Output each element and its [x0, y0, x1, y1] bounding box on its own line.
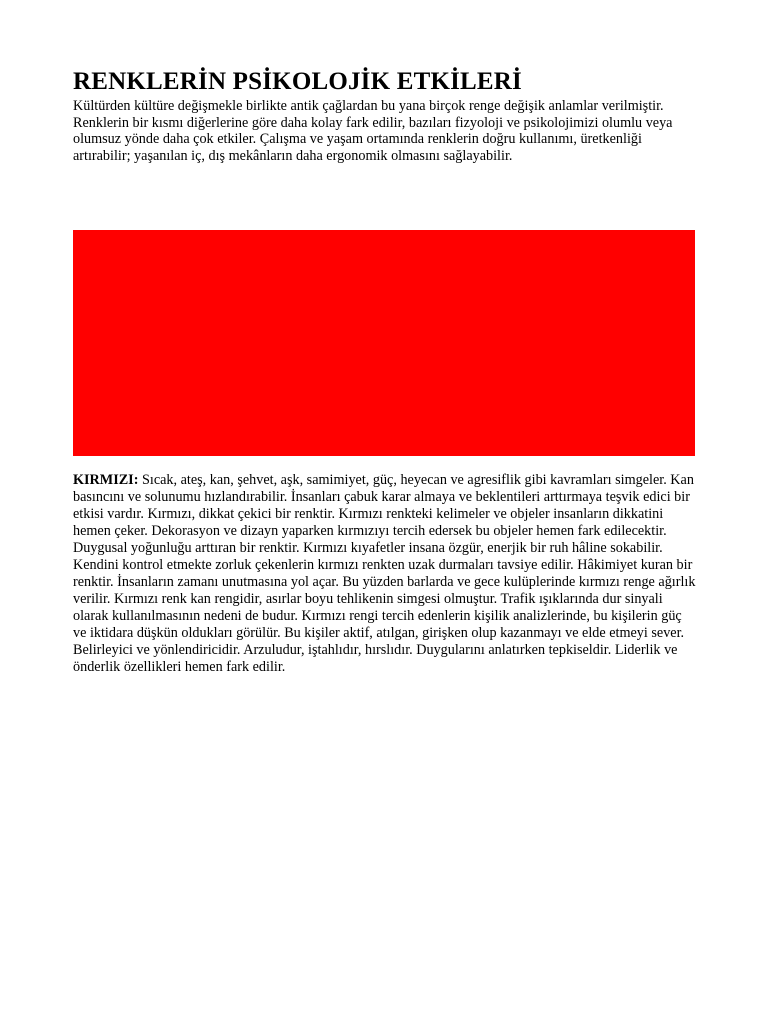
section-paragraph-red	[73, 472, 697, 676]
intro-paragraph: Kültürden kültüre değişmekle birlikte antik çağlardan bu yana birçok renge değişik anlamlar verilmiştir. Renklerin bir kısmı diğerlerine göre daha kolay fark edilir, bazıları fizyoloji ve psikolojimizi olumlu veya olumsuz yönde daha çok etkiler. Çalışma ve yaşam ortamında renklerin doğru kullanımı, üretkenliği artırabilir; yaşanılan iç, dış mekânların daha ergonomik olmasını sağlayabilir.	[73, 98, 673, 164]
section-text: Sıcak, ateş, kan, şehvet, aşk, samimiyet, güç, heyecan ve agresiflik gibi kavramları simgeler. Kan basıncını ve solunumu hızlandırabilir. İnsanları çabuk karar almaya ve beklentileri arttırmaya teşvik edici bir etkisi vardır. Kırmızı, dikkat çekici bir renktir. Kırmızı renkteki kelimeler ve objeler insanların dikkatini hemen çeker. Dekorasyon ve dizayn yaparken kırmızıyı tercih edersek bu objeler hemen fark edilecektir. Duygusal yoğunluğu arttıran bir renktir. Kırmızı kıyafetler insana özgür, enerjik bir ruh hâline sokabilir. Kendini kontrol etmekte zorluk çekenlerin kırmızı renkten uzak durmaları tavsiye edilir. Hâkimiyet kuran bir renktir. İnsanların zamanı unutmasına yol açar. Bu yüzden barlarda ve gece kulüplerinde kırmızı renge ağırlık verilir. Kırmızı renk kan rengidir, asırlar boyu tehlikenin simgesi olmuştur. Trafik ışıklarında dur sinyali olarak kullanılmasının nedeni de budur. Kırmızı rengi tercih edenlerin kişilik analizlerinde, bu kişilerin güç ve iktidara düşkün oldukları görülür. Bu kişiler aktif, atılgan, girişken olup kazanmayı ve elde etmeyi sever. Belirleyici ve yönlendiricidir. Arzuludur, iştahlıdır, hırslıdır. Duygularını anlatırken tepkiseldir. Liderlik ve önderlik özellikleri hemen fark edilir.	[73, 472, 696, 675]
section-term: KIRMIZI:	[73, 472, 139, 488]
red-color-swatch	[73, 230, 695, 456]
document-title: RENKLERİN PSİKOLOJİK ETKİLERİ	[73, 68, 522, 95]
document-page	[73, 66, 697, 675]
